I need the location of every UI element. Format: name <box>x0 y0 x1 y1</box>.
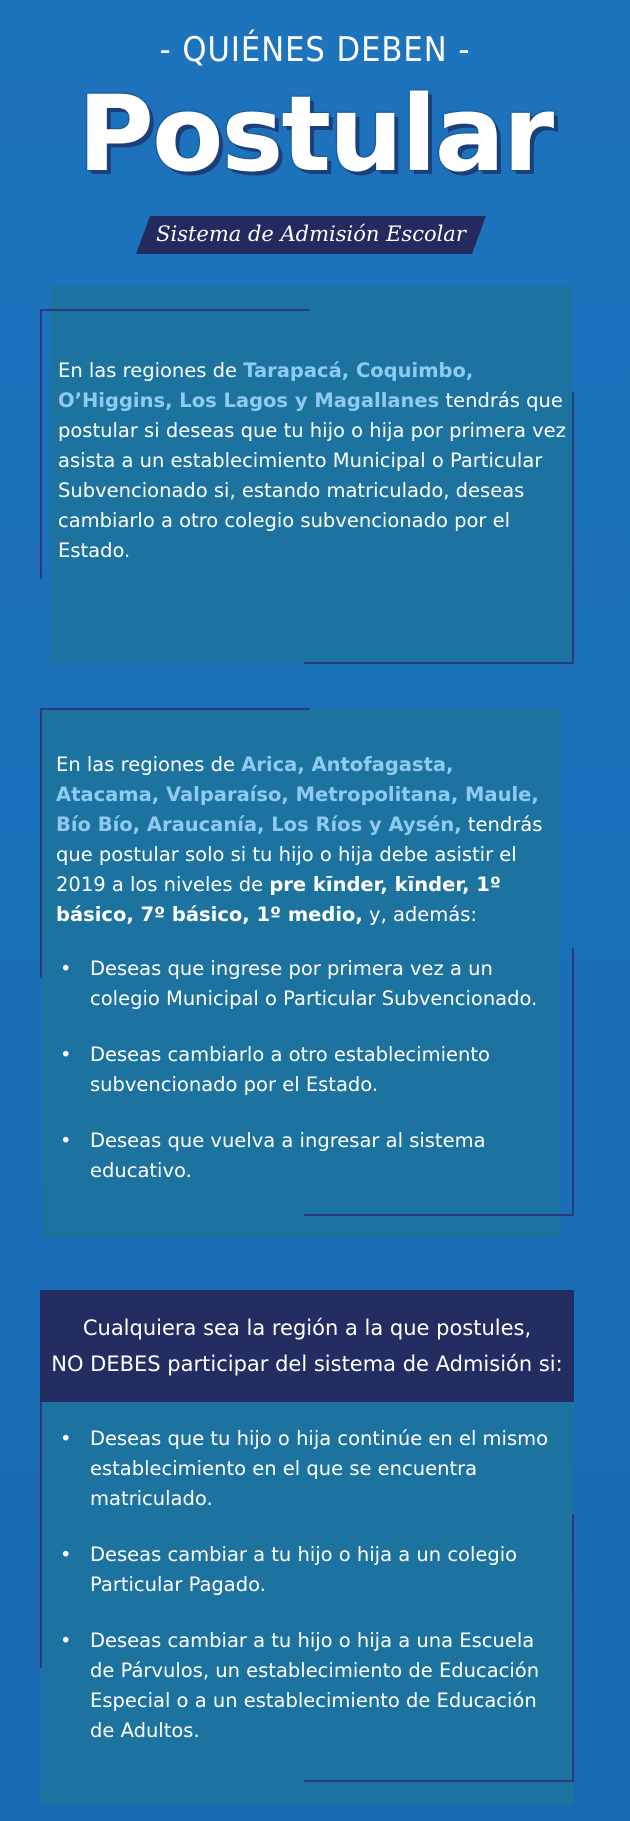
card1-frame-top <box>40 309 310 311</box>
list-item-text: Deseas que ingrese por primera vez a un colegio Municipal o Particular Subvencionado. <box>90 957 538 1010</box>
card1-regions: Tarapacá, Coquimbo, O’Higgins, Los Lagos y Magallanes <box>58 359 474 412</box>
bullet-icon: • <box>60 1043 72 1066</box>
card3-frame-left <box>40 1402 42 1668</box>
bullet-icon: • <box>60 1427 72 1450</box>
card2-frame-top <box>40 708 310 710</box>
bullet-icon: • <box>60 1129 72 1152</box>
card1-text-part1: En las regiones de <box>58 359 244 382</box>
card3-header-line1: Cualquiera sea la región a la que postules, <box>82 1316 532 1340</box>
list-item <box>60 1424 560 1514</box>
list-item-text: Deseas cambiar a tu hijo o hija a un colegio Particular Pagado. <box>90 1543 518 1596</box>
list-item-text: Deseas que vuelva a ingresar al sistema educativo. <box>90 1129 486 1182</box>
list-item <box>60 1626 560 1746</box>
card1-text <box>58 356 572 566</box>
card1-frame-right <box>572 392 574 664</box>
card1-frame-bottom <box>304 662 574 664</box>
card3-bullet-list <box>60 1424 560 1746</box>
card2-frame-left <box>40 708 42 978</box>
list-item-text: Deseas que tu hijo o hija continúe en el mismo establecimiento en el que se encuentra matriculado. <box>90 1427 549 1510</box>
card2-text <box>56 750 562 930</box>
card3-frame-bottom <box>304 1780 574 1782</box>
card3-frame-right <box>572 1514 574 1782</box>
header <box>0 0 630 270</box>
list-item-text: Deseas cambiarlo a otro establecimiento subvencionado por el Estado. <box>90 1043 490 1096</box>
card2-levels: pre kīnder, kīnder, 1º básico, 7º básico, 1º medio, <box>56 873 501 926</box>
list-item-text: Deseas cambiar a tu hijo o hija a una Escuela de Párvulos, un establecimiento de Educación Especial o a un establecimiento de Educación de Adultos. <box>90 1629 540 1742</box>
bullet-icon: • <box>60 1629 72 1652</box>
pre-title: - QUIÉNES DEBEN - <box>159 30 471 70</box>
card2-text-part3: y, además: <box>362 903 477 926</box>
list-item <box>60 954 560 1014</box>
card2-bullet-list <box>60 954 560 1186</box>
card2-text-part1: En las regiones de <box>56 753 242 776</box>
card2-frame-right <box>572 948 574 1216</box>
card1-text-part2: tendrás que postular si deseas que tu hijo o hija por primera vez asista a un establecimiento Municipal o Particular Subvencionado si, estando matriculado, deseas cambiarlo a otro colegio subvencionado por el Estado. <box>58 389 566 562</box>
card2-text-part2: tendrás que postular solo si tu hijo o hija debe asistir el 2019 a los niveles de <box>56 813 543 896</box>
card3-header-line2: NO DEBES participar del sistema de Admisión si: <box>51 1352 563 1376</box>
card2-frame-bottom <box>304 1214 574 1216</box>
main-title: Postular <box>77 73 553 195</box>
subtitle-text: Sistema de Admisión Escolar <box>156 222 466 246</box>
list-item <box>60 1540 560 1600</box>
card2-regions: Arica, Antofagasta, Atacama, Valparaíso, Metropolitana, Maule, Bío Bío, Araucanía, Los Ríos y Aysén, <box>56 753 539 836</box>
bullet-icon: • <box>60 1543 72 1566</box>
card1-frame-left <box>40 309 42 579</box>
list-item <box>60 1126 560 1186</box>
bullet-icon: • <box>60 957 72 980</box>
card3-header-text <box>40 1310 574 1382</box>
list-item <box>60 1040 560 1100</box>
